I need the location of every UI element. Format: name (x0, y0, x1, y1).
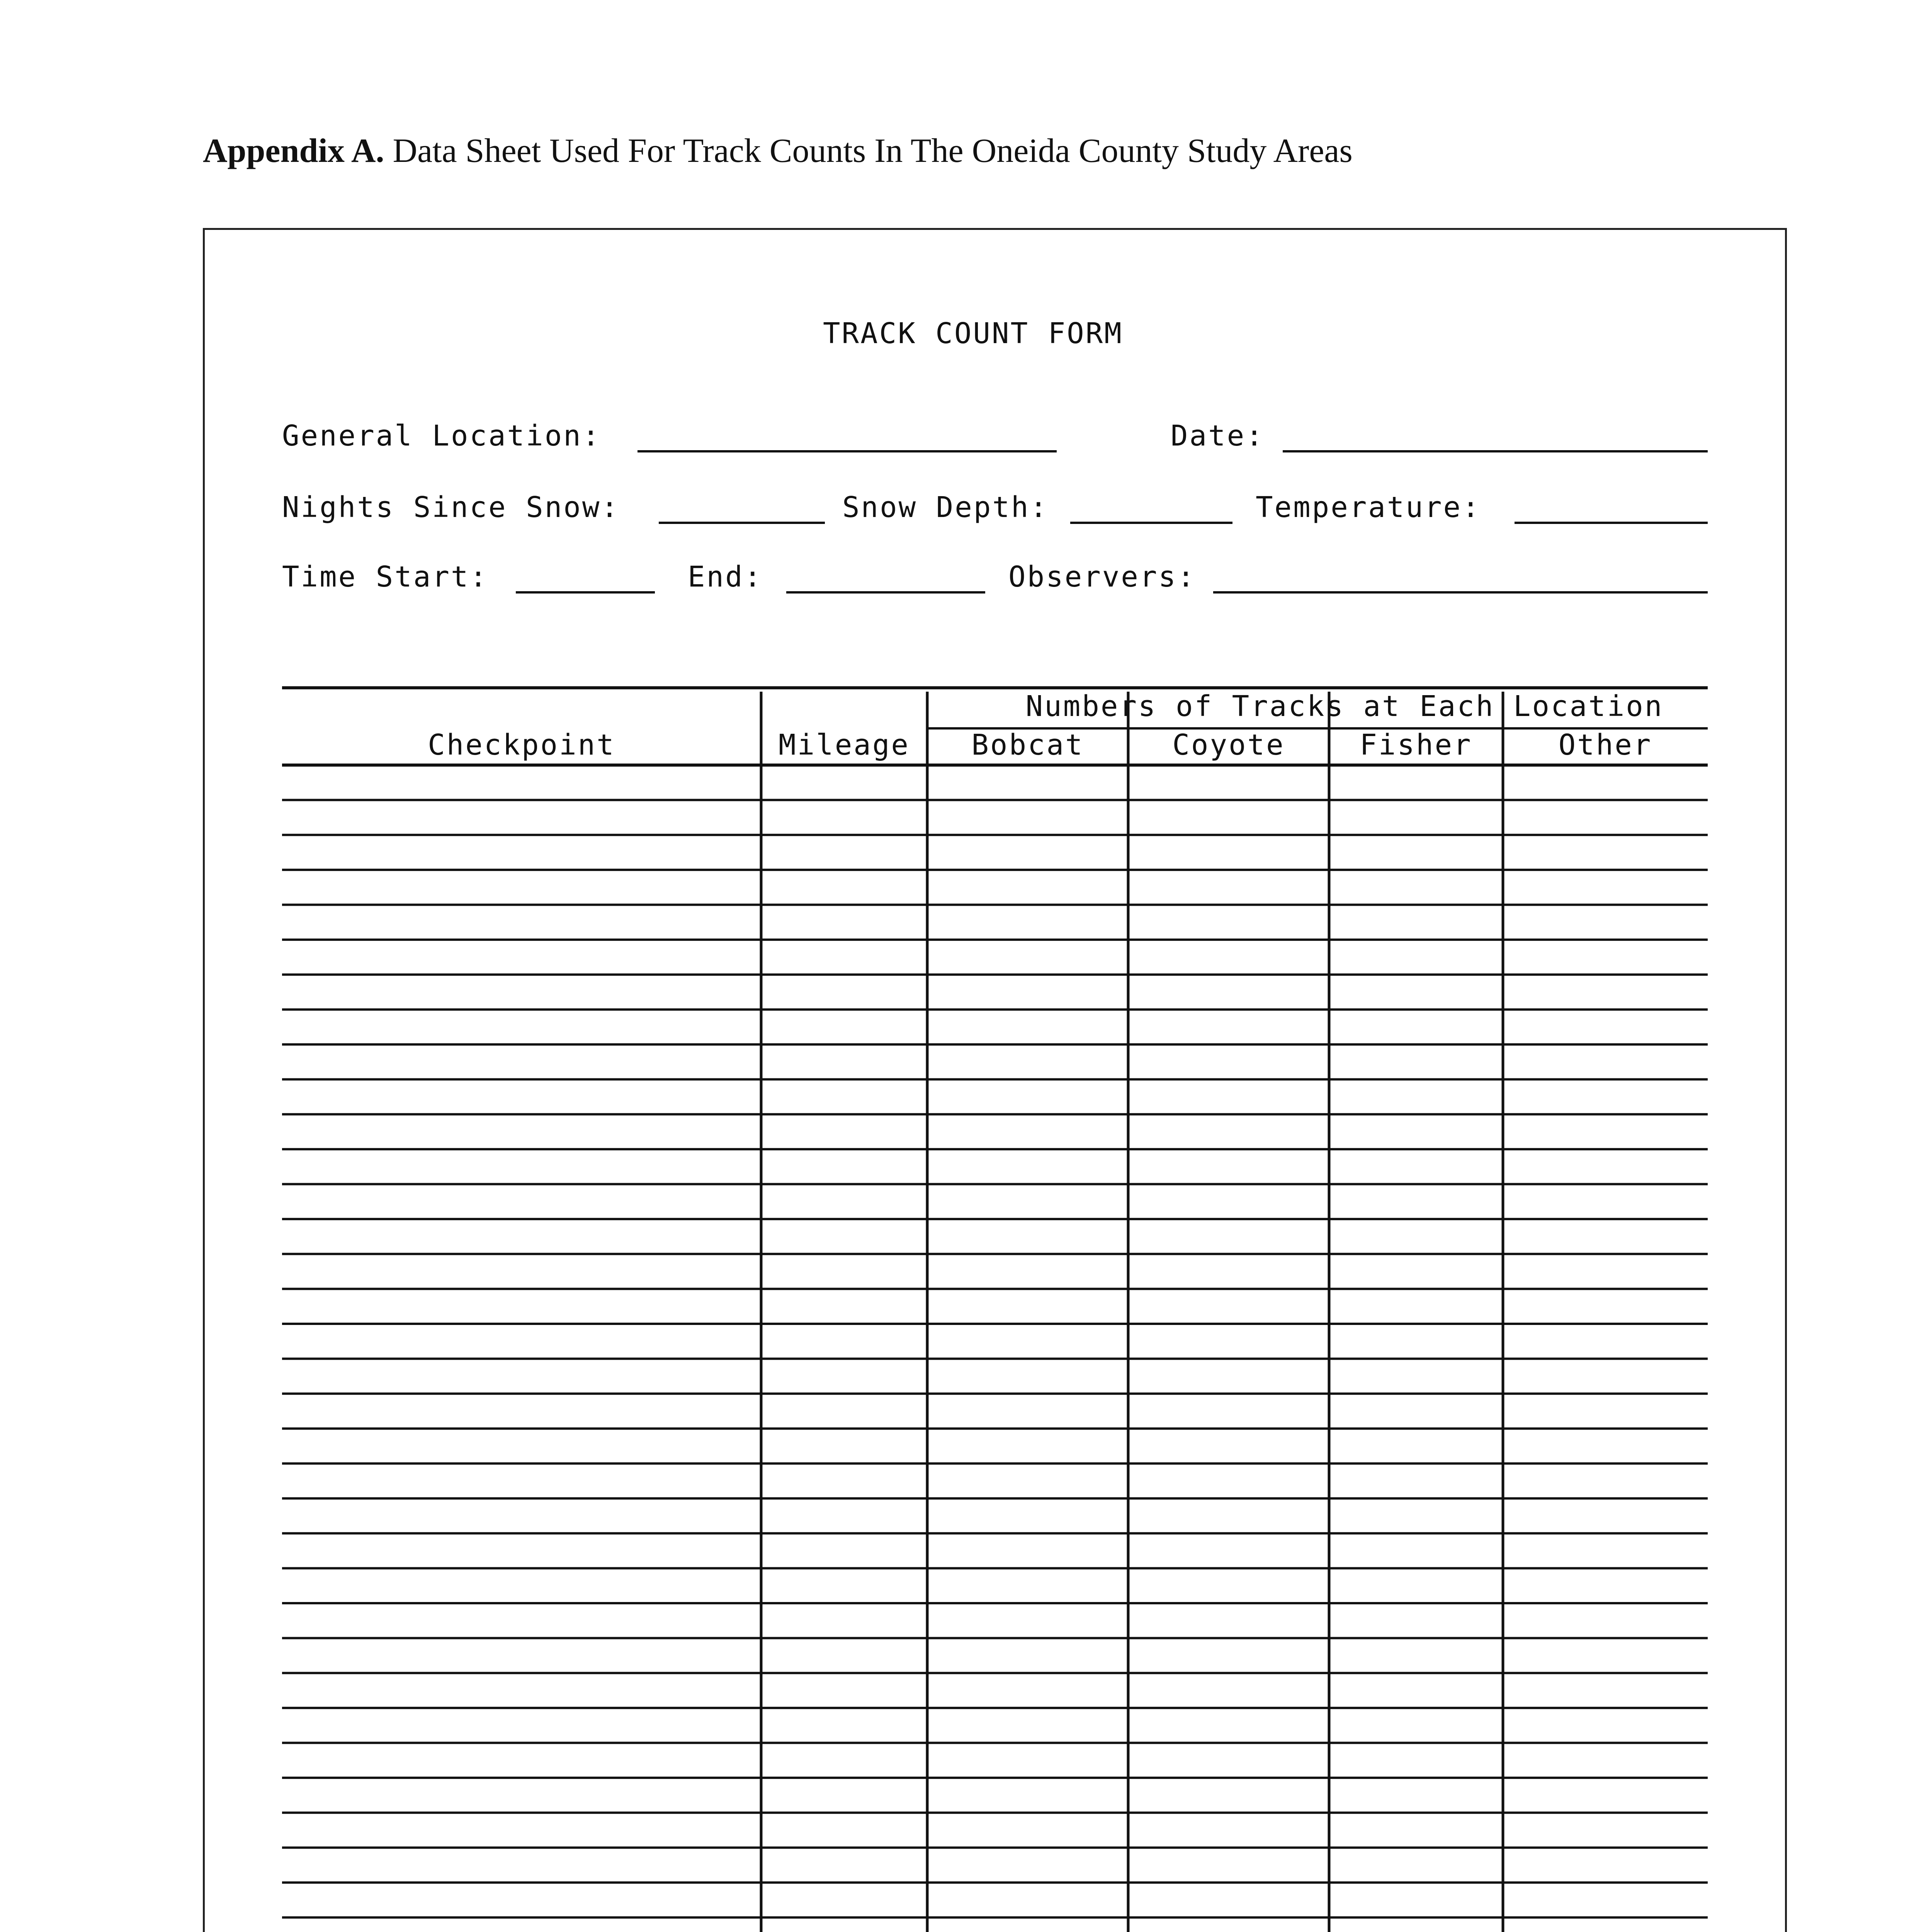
form-title: TRACK COUNT FORM (823, 317, 1123, 350)
mileage-header: Mileage (779, 728, 910, 762)
general-location-label: General Location: (282, 419, 601, 452)
other-header: Other (1558, 728, 1652, 762)
date-label: Date: (1171, 419, 1265, 452)
track-count-table-grid (205, 230, 1785, 1932)
observers-label: Observers: (1008, 560, 1196, 594)
temperature-label: Temperature: (1256, 491, 1481, 524)
form-frame (203, 228, 1787, 1932)
appendix-title: Data Sheet Used For Track Counts In The Oneida County Study Areas (393, 132, 1353, 170)
checkpoint-header: Checkpoint (428, 728, 615, 762)
snow-depth-label: Snow Depth: (842, 491, 1049, 524)
fisher-header: Fisher (1360, 728, 1472, 762)
appendix-label: Appendix A. (203, 132, 384, 170)
appendix-caption (203, 131, 1353, 170)
nights-since-snow-label: Nights Since Snow: (282, 491, 620, 524)
coyote-header: Coyote (1172, 728, 1285, 762)
tracks-group-header: Numbers of Tracks at Each Location (1025, 690, 1664, 723)
end-label: End: (688, 560, 763, 594)
bobcat-header: Bobcat (971, 728, 1084, 762)
time-start-label: Time Start: (282, 560, 489, 594)
